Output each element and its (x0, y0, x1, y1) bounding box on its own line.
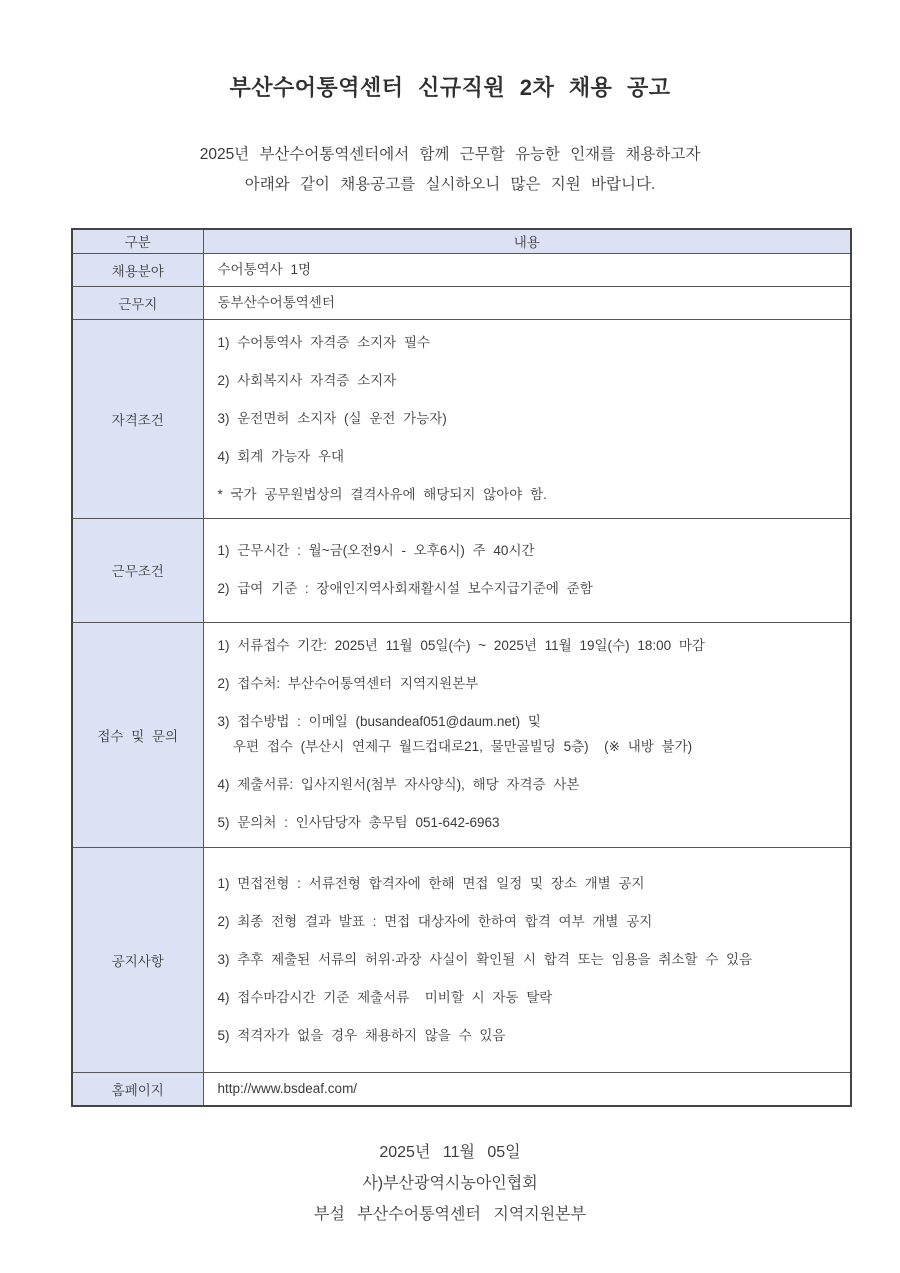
value-line: 3) 추후 제출된 서류의 허위·과장 사실이 확인될 시 합격 또는 임용을 취소할 수 있음 (217, 951, 753, 967)
row-label-qualifications: 자격조건 (72, 319, 203, 518)
footer (0, 1137, 900, 1230)
table-header-row (72, 229, 851, 253)
row-label-work-conditions: 근무조건 (72, 518, 203, 622)
table-row-homepage (72, 1072, 851, 1106)
row-value-application-contact (203, 622, 851, 847)
org-subname: 부설 부산수어통역센터 지역지원본부 (313, 1205, 587, 1223)
row-label-recruit-field: 채용분야 (72, 253, 203, 286)
value-line: 동부산수어통역센터 (217, 294, 335, 310)
value-line: 3) 운전면허 소지자 (실 운전 가능자) (217, 410, 447, 426)
intro-paragraph (0, 140, 900, 200)
value-line: 5) 문의처 : 인사담당자 총무팀 051-642-6963 (217, 815, 500, 830)
value-line: 2) 급여 기준 : 장애인지역사회재활시설 보수지급기준에 준함 (217, 581, 593, 596)
value-line: 5) 적격자가 없을 경우 채용하지 않을 수 있음 (217, 1027, 506, 1043)
row-value-work-conditions (203, 518, 851, 622)
recruitment-table (71, 228, 852, 1107)
row-value-recruit-field (203, 253, 851, 286)
value-line: 4) 회계 가능자 우대 (217, 448, 345, 464)
table-row-recruit-field (72, 253, 851, 286)
table-row-application-contact (72, 622, 851, 847)
table-row-notices (72, 847, 851, 1072)
intro-line-2: 아래와 같이 채용공고를 실시하오니 많은 지원 바랍니다. (244, 176, 656, 193)
header-cell-category: 구분 (72, 229, 203, 253)
row-value-workplace (203, 286, 851, 319)
table-row-qualifications (72, 319, 851, 518)
row-label-workplace: 근무지 (72, 286, 203, 319)
row-label-notices: 공지사항 (72, 847, 203, 1072)
value-line-continuation: 우편 접수 (부산시 연제구 월드컵대로21, 물만골빌딩 5층) (※ 내방 불가) (217, 739, 693, 754)
header-cell-content: 내용 (203, 229, 851, 253)
value-line: 4) 제출서류: 입사지원서(첨부 자사양식), 해당 자격증 사본 (217, 777, 580, 792)
table-row-workplace (72, 286, 851, 319)
value-line: 1) 수어통역사 자격증 소지자 필수 (217, 334, 431, 350)
org-name: 사)부산광역시농아인협회 (362, 1174, 538, 1192)
row-value-qualifications (203, 319, 851, 518)
value-line: 수어통역사 1명 (217, 261, 312, 277)
issue-date: 2025년 11월 05일 (379, 1143, 521, 1161)
homepage-url: http://www.bsdeaf.com/ (217, 1080, 358, 1096)
table-row-work-conditions (72, 518, 851, 622)
row-value-notices (203, 847, 851, 1072)
row-label-application-contact: 접수 및 문의 (72, 622, 203, 847)
intro-line-1: 2025년 부산수어통역센터에서 함께 근무할 유능한 인재를 채용하고자 (199, 146, 701, 163)
value-line: * 국가 공무원법상의 결격사유에 해당되지 않아야 함. (217, 486, 547, 502)
value-line: 2) 최종 전형 결과 발표 : 면접 대상자에 한하여 합격 여부 개별 공지 (217, 913, 653, 929)
value-line: 1) 면접전형 : 서류전형 합격자에 한해 면접 일정 및 장소 개별 공지 (217, 875, 645, 891)
value-line: 1) 근무시간 : 월~금(오전9시 - 오후6시) 주 40시간 (217, 543, 535, 558)
value-line: 4) 접수마감시간 기준 제출서류 미비할 시 자동 탈락 (217, 989, 553, 1005)
value-line: 1) 서류접수 기간: 2025년 11월 05일(수) ~ 2025년 11월 19일(수) 18:00 마감 (217, 638, 705, 653)
value-line: 3) 접수방법 : 이메일 (busandeaf051@daum.net) 및 (217, 714, 541, 729)
row-value-homepage (203, 1072, 851, 1106)
page-title: 부산수어통역센터 신규직원 2차 채용 공고 (229, 75, 671, 100)
row-label-homepage: 홈페이지 (72, 1072, 203, 1106)
value-line: 2) 사회복지사 자격증 소지자 (217, 372, 397, 388)
value-line: 2) 접수처: 부산수어통역센터 지역지원본부 (217, 676, 479, 691)
